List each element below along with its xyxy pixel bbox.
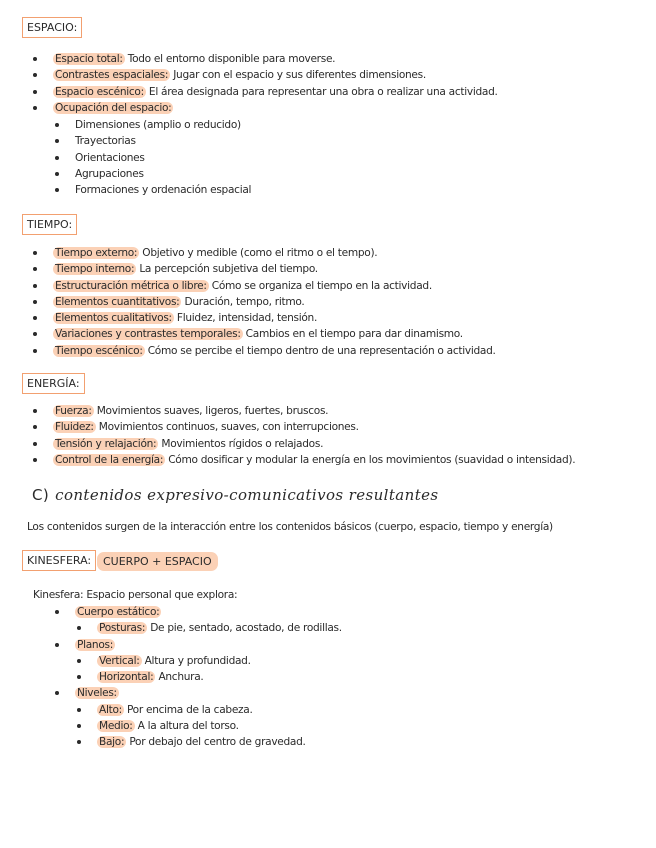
item-text: Movimientos suaves, ligeros, fuertes, bruscos. bbox=[93, 405, 329, 417]
item-text: Duración, tempo, ritmo. bbox=[181, 295, 305, 308]
item-text: Por encima de la cabeza. bbox=[123, 703, 253, 716]
list-item bbox=[53, 261, 496, 277]
term-highlight: Variaciones y contrastes temporales: bbox=[55, 328, 241, 341]
bullet-icon bbox=[33, 57, 37, 61]
bullet-icon bbox=[55, 691, 59, 695]
bullet-icon bbox=[55, 610, 59, 614]
term-highlight: Tiempo interno: bbox=[55, 263, 135, 276]
term-highlight: Tiempo escénico: bbox=[55, 344, 143, 357]
bullet-icon bbox=[33, 316, 37, 320]
term-highlight: Alto: bbox=[99, 703, 122, 716]
item-text: Todo el entorno disponible para moverse. bbox=[124, 53, 336, 65]
term-highlight: Elementos cuantitativos: bbox=[55, 295, 180, 308]
item-text: La percepción subjetiva del tiempo. bbox=[136, 263, 318, 276]
item-text: Orientaciones bbox=[75, 151, 145, 164]
list-item bbox=[53, 419, 575, 435]
term-highlight: Elementos cualitativos: bbox=[55, 312, 172, 325]
list-item bbox=[97, 653, 342, 669]
term-highlight: Vertical: bbox=[99, 654, 140, 667]
list-item bbox=[75, 637, 342, 653]
item-text: Dimensiones (amplio o reducido) bbox=[75, 119, 241, 131]
bullet-icon bbox=[33, 458, 37, 462]
heading-kinesfera: KINESFERA: bbox=[22, 550, 96, 571]
item-text: Formaciones y ordenación espacial bbox=[75, 184, 252, 197]
list-item bbox=[97, 669, 342, 685]
list-item bbox=[53, 84, 498, 100]
bullet-icon bbox=[55, 172, 59, 176]
bullet-icon bbox=[55, 139, 59, 143]
term-highlight: Ocupación del espacio: bbox=[55, 101, 172, 114]
bullet-icon bbox=[33, 442, 37, 446]
term-highlight: Niveles: bbox=[77, 687, 117, 700]
term-highlight: Fuerza: bbox=[55, 405, 92, 417]
section-c-heading bbox=[32, 486, 439, 504]
item-text: Cómo se percibe el tiempo dentro de una representación o actividad. bbox=[144, 344, 496, 357]
bullet-icon bbox=[77, 626, 81, 630]
heading-espacio: ESPACIO: bbox=[22, 17, 82, 38]
bullet-icon bbox=[33, 106, 37, 110]
term-highlight: Planos: bbox=[77, 638, 114, 651]
list-item bbox=[53, 100, 498, 116]
term-highlight: Medio: bbox=[99, 720, 133, 733]
list-item bbox=[53, 326, 496, 342]
section-c-intro: Los contenidos surgen de la interacción entre los contenidos básicos (cuerpo, espacio, tiempo y energía) bbox=[27, 521, 553, 533]
list-item bbox=[53, 51, 498, 67]
term-highlight: Horizontal: bbox=[99, 671, 154, 684]
bullet-icon bbox=[55, 123, 59, 127]
item-text: Fluidez, intensidad, tensión. bbox=[173, 312, 318, 325]
bullet-icon bbox=[55, 643, 59, 647]
bullet-icon bbox=[77, 740, 81, 744]
list-item bbox=[53, 310, 496, 326]
item-text: Cómo dosificar y modular la energía en los movimientos (suavidad o intensidad). bbox=[165, 453, 576, 466]
term-highlight: Cuerpo estático: bbox=[77, 606, 160, 618]
list-item bbox=[53, 245, 496, 261]
list-item bbox=[75, 604, 342, 620]
item-text: Cómo se organiza el tiempo en la actividad. bbox=[208, 279, 432, 292]
bullet-icon bbox=[33, 300, 37, 304]
list-item bbox=[97, 620, 342, 636]
item-text: Trayectorias bbox=[75, 135, 136, 148]
item-text: Movimientos continuos, suaves, con interrupciones. bbox=[95, 421, 359, 434]
list-item bbox=[53, 294, 496, 310]
item-text: Objetivo y medible (como el ritmo o el tempo). bbox=[139, 247, 378, 259]
item-text: Movimientos rígidos o relajados. bbox=[158, 437, 324, 450]
list-item bbox=[53, 278, 496, 294]
bullet-icon bbox=[33, 332, 37, 336]
bullet-icon bbox=[33, 284, 37, 288]
bullet-icon bbox=[33, 409, 37, 413]
list-item bbox=[75, 685, 342, 701]
item-text: El área designada para representar una obra o realizar una actividad. bbox=[145, 85, 498, 98]
list-item bbox=[75, 150, 251, 166]
list-item bbox=[97, 734, 342, 750]
list-item bbox=[53, 343, 496, 359]
section-title: contenidos expresivo-comunicativos resultantes bbox=[55, 486, 439, 504]
bullet-icon bbox=[33, 267, 37, 271]
list-item bbox=[75, 133, 251, 149]
item-text: Altura y profundidad. bbox=[141, 654, 251, 667]
bullet-icon bbox=[33, 425, 37, 429]
bullet-icon bbox=[33, 251, 37, 255]
kinesfera-tag: CUERPO + ESPACIO bbox=[97, 552, 218, 571]
item-text: Agrupaciones bbox=[75, 167, 144, 180]
heading-tiempo: TIEMPO: bbox=[22, 214, 77, 235]
item-text: Cambios en el tiempo para dar dinamismo. bbox=[242, 328, 463, 341]
bullet-icon bbox=[33, 90, 37, 94]
kinesfera-list bbox=[75, 604, 342, 751]
list-item bbox=[97, 718, 342, 734]
heading-energia: ENERGÍA: bbox=[22, 373, 85, 394]
item-text: Anchura. bbox=[155, 671, 204, 684]
item-text: Jugar con el espacio y sus diferentes dimensiones. bbox=[170, 69, 426, 82]
list-item bbox=[53, 436, 575, 452]
bullet-icon bbox=[33, 73, 37, 77]
list-item bbox=[75, 182, 251, 198]
list-item bbox=[53, 452, 575, 468]
term-highlight: Control de la energía: bbox=[55, 453, 164, 466]
item-text: A la altura del torso. bbox=[134, 720, 239, 733]
term-highlight: Estructuración métrica o libre: bbox=[55, 279, 207, 292]
list-item bbox=[53, 403, 575, 419]
bullet-icon bbox=[77, 708, 81, 712]
term-highlight: Tensión y relajación: bbox=[55, 437, 157, 450]
energia-list bbox=[53, 403, 575, 468]
bullet-icon bbox=[77, 724, 81, 728]
bullet-icon bbox=[77, 675, 81, 679]
section-letter: C) bbox=[32, 486, 50, 504]
espacio-list bbox=[53, 51, 498, 116]
kinesfera-intro: Kinesfera: Espacio personal que explora: bbox=[33, 589, 238, 601]
tiempo-list bbox=[53, 245, 496, 359]
term-highlight: Bajo: bbox=[99, 736, 125, 749]
list-item bbox=[53, 67, 498, 83]
list-item bbox=[75, 166, 251, 182]
term-highlight: Contrastes espaciales: bbox=[55, 69, 169, 82]
bullet-icon bbox=[33, 349, 37, 353]
term-highlight: Posturas: bbox=[99, 622, 146, 635]
espacio-sublist bbox=[75, 117, 251, 198]
term-highlight: Fluidez: bbox=[55, 421, 94, 434]
bullet-icon bbox=[55, 188, 59, 192]
item-text: Por debajo del centro de gravedad. bbox=[126, 736, 306, 749]
bullet-icon bbox=[77, 659, 81, 663]
term-highlight: Espacio total: bbox=[55, 53, 123, 65]
bullet-icon bbox=[55, 156, 59, 160]
term-highlight: Tiempo externo: bbox=[55, 247, 138, 259]
term-highlight: Espacio escénico: bbox=[55, 85, 144, 98]
item-text: De pie, sentado, acostado, de rodillas. bbox=[147, 622, 342, 635]
list-item bbox=[75, 117, 251, 133]
list-item bbox=[97, 702, 342, 718]
